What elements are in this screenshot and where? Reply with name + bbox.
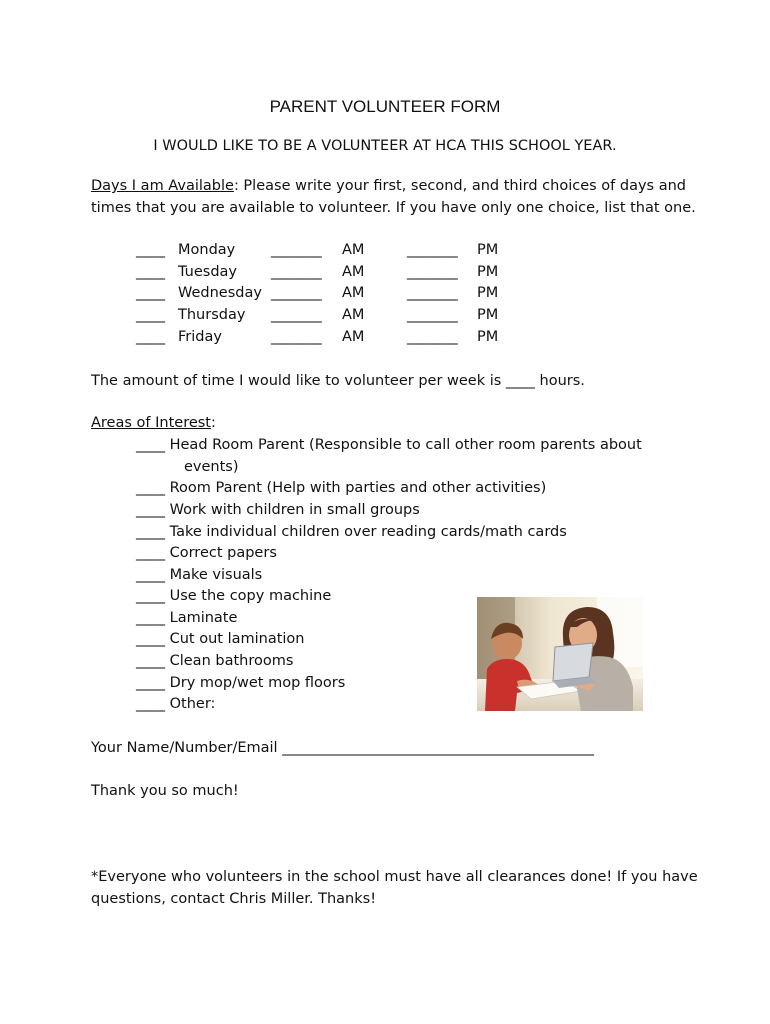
- interest-blank: ____: [136, 675, 165, 691]
- pm-label: PM: [477, 307, 499, 323]
- day-choice-blank: ____: [136, 307, 165, 323]
- days-instructions-text-1: : Please write your first, second, and third choices of days and: [233, 178, 686, 194]
- interest-item: [136, 695, 215, 713]
- footer-note-line-1: *Everyone who volunteers in the school must have all clearances done! If you have: [91, 869, 698, 885]
- interest-label: Laminate: [169, 610, 238, 626]
- interest-label: Dry mop/wet mop floors: [169, 675, 346, 691]
- day-choice-blank: ____: [136, 285, 165, 301]
- pm-blank: _______: [407, 242, 458, 258]
- hours-text-before: The amount of time I would like to volunteer per week is: [91, 373, 502, 389]
- interest-blank: ____: [136, 545, 165, 561]
- day-label: Thursday: [178, 307, 246, 323]
- interest-item: [136, 544, 277, 562]
- day-label: Friday: [178, 329, 222, 345]
- interest-blank: ____: [136, 524, 165, 540]
- am-label: AM: [342, 329, 365, 345]
- interest-label: Cut out lamination: [169, 631, 305, 647]
- pm-blank: _______: [407, 285, 458, 301]
- am-label: AM: [342, 285, 365, 301]
- interest-item: [136, 523, 567, 541]
- thanks-text: Thank you so much!: [91, 783, 239, 799]
- interests-heading-colon: :: [211, 415, 216, 431]
- day-label: Tuesday: [178, 264, 237, 280]
- interest-blank: ____: [136, 631, 165, 647]
- interest-label: Clean bathrooms: [169, 653, 294, 669]
- interest-label: Take individual children over reading cards/math cards: [169, 524, 567, 540]
- contact-line: [91, 739, 594, 757]
- interest-blank: ____: [136, 588, 165, 604]
- am-label: AM: [342, 307, 365, 323]
- pm-blank: _______: [407, 329, 458, 345]
- interest-item: [136, 436, 642, 454]
- interests-heading-line: [91, 414, 216, 432]
- footer-note-line-2: questions, contact Chris Miller. Thanks!: [91, 891, 377, 907]
- interest-label: Head Room Parent (Responsible to call other room parents about: [169, 437, 642, 453]
- day-label: Wednesday: [178, 285, 262, 301]
- interest-blank: ____: [136, 480, 165, 496]
- day-choice-blank: ____: [136, 329, 165, 345]
- interest-item: [136, 674, 345, 692]
- interest-blank: ____: [136, 610, 165, 626]
- day-choice-blank: ____: [136, 264, 165, 280]
- am-blank: _______: [271, 307, 322, 323]
- days-heading: Days I am Available: [91, 178, 234, 194]
- mother-child-laptop-photo: [477, 597, 643, 711]
- hours-text-after: hours.: [539, 373, 585, 389]
- interest-blank: ____: [136, 437, 165, 453]
- day-choice-blank: ____: [136, 242, 165, 258]
- interest-blank: ____: [136, 696, 165, 712]
- interest-label: Work with children in small groups: [169, 502, 420, 518]
- pm-label: PM: [477, 329, 499, 345]
- hours-line: [91, 372, 585, 390]
- interest-label: Other:: [169, 696, 216, 712]
- pm-label: PM: [477, 242, 499, 258]
- am-label: AM: [342, 242, 365, 258]
- pm-blank: _______: [407, 264, 458, 280]
- am-blank: _______: [271, 242, 322, 258]
- form-subtitle: I WOULD LIKE TO BE A VOLUNTEER AT HCA THIS SCHOOL YEAR.: [153, 138, 617, 154]
- interest-item: [136, 501, 420, 519]
- contact-blank: ___________________________________________: [282, 740, 594, 756]
- am-label: AM: [342, 264, 365, 280]
- interest-item-continuation: events): [184, 459, 239, 475]
- am-blank: _______: [271, 285, 322, 301]
- hours-blank: ____: [505, 373, 535, 389]
- interest-blank: ____: [136, 567, 165, 583]
- interests-heading: Areas of Interest: [91, 415, 211, 431]
- interest-label: Room Parent (Help with parties and other activities): [169, 480, 547, 496]
- interest-blank: ____: [136, 653, 165, 669]
- interest-label: Correct papers: [169, 545, 277, 561]
- days-instructions-line-2: times that you are available to volunteer. If you have only one choice, list that one.: [91, 200, 696, 216]
- pm-label: PM: [477, 264, 499, 280]
- am-blank: _______: [271, 264, 322, 280]
- interest-item: [136, 609, 237, 627]
- interest-label: Make visuals: [169, 567, 263, 583]
- interest-item: [136, 566, 262, 584]
- interest-blank: ____: [136, 502, 165, 518]
- contact-label: Your Name/Number/Email: [91, 740, 278, 756]
- pm-blank: _______: [407, 307, 458, 323]
- pm-label: PM: [477, 285, 499, 301]
- days-instructions-line-1: [91, 177, 686, 195]
- interest-item: [136, 587, 331, 605]
- interest-item: [136, 479, 546, 497]
- interest-label: Use the copy machine: [169, 588, 332, 604]
- form-title: PARENT VOLUNTEER FORM: [269, 97, 501, 116]
- interest-item: [136, 630, 305, 648]
- interest-item: [136, 652, 293, 670]
- am-blank: _______: [271, 329, 322, 345]
- day-label: Monday: [178, 242, 236, 258]
